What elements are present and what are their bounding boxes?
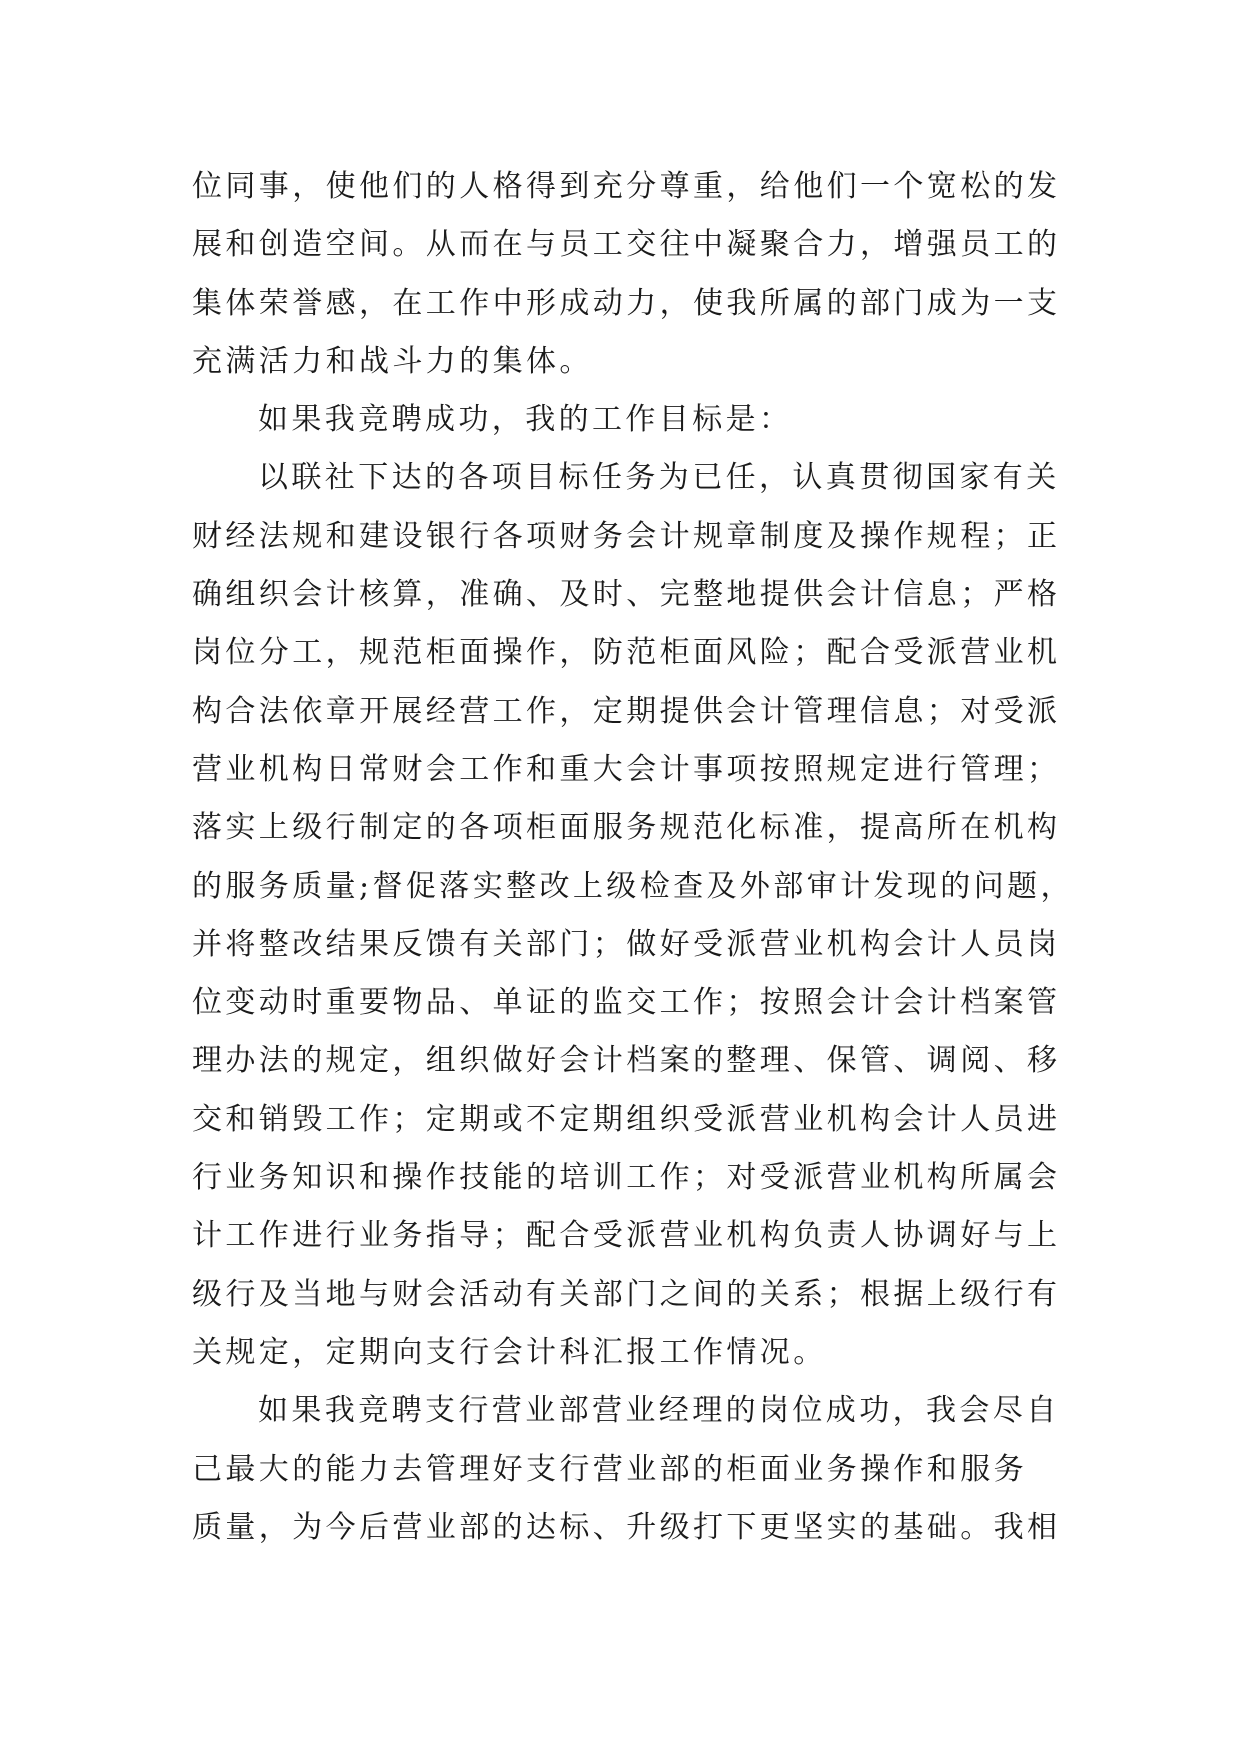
paragraph-first-line: 以联社下达的各项目标任务为已任，认真贯彻国家有关 [258,460,1060,496]
text-line: 计工作进行业务指导；配合受派营业机构负责人协调好与上 [192,1218,1061,1254]
text-line: 位变动时重要物品、单证的监交工作；按照会计会计档案管 [192,985,1061,1021]
paragraph-first-line: 如果我竞聘成功，我的工作目标是： [258,402,793,438]
text-line: 确组织会计核算，准确、及时、完整地提供会计信息；严格 [192,577,1061,613]
paragraph-first-line: 如果我竞聘支行营业部营业经理的岗位成功，我会尽自 [258,1393,1060,1429]
text-line: 交和销毁工作；定期或不定期组织受派营业机构会计人员进 [192,1101,1061,1137]
text-line: 位同事，使他们的人格得到充分尊重，给他们一个宽松的发 [192,169,1061,204]
text-line: 财经法规和建设银行各项财务会计规章制度及操作规程；正 [192,518,1061,554]
document-body [192,158,1074,1557]
text-line: 岗位分工，规范柜面操作，防范柜面风险；配合受派营业机 [192,635,1061,671]
text-line: 构合法依章开展经营工作，定期提供会计管理信息；对受派 [192,693,1061,729]
text-line: 理办法的规定，组织做好会计档案的整理、保管、调阅、移 [192,1043,1061,1079]
text-line: 并将整改结果反馈有关部门；做好受派营业机构会计人员岗 [192,926,1061,962]
text-line: 落实上级行制定的各项柜面服务规范化标准，提高所在机构 [192,810,1061,846]
text-line: 的服务质量;督促落实整改上级检查及外部审计发现的问题， [192,868,1074,904]
text-line: 行业务知识和操作技能的培训工作；对受派营业机构所属会 [192,1160,1061,1196]
text-line: 级行及当地与财会活动有关部门之间的关系；根据上级行有 [192,1276,1061,1312]
text-line: 质量，为今后营业部的达标、升级打下更坚实的基础。我相 [192,1509,1061,1545]
text-line: 充满活力和战斗力的集体。 [192,343,593,379]
text-line: 集体荣誉感，在工作中形成动力，使我所属的部门成为一支 [192,285,1061,321]
text-line: 展和创造空间。从而在与员工交往中凝聚合力，增强员工的 [192,227,1061,263]
text-line: 己最大的能力去管理好支行营业部的柜面业务操作和服务 [192,1451,1027,1487]
text-line: 营业机构日常财会工作和重大会计事项按照规定进行管理； [192,751,1061,787]
text-line: 关规定，定期向支行会计科汇报工作情况。 [192,1334,827,1370]
